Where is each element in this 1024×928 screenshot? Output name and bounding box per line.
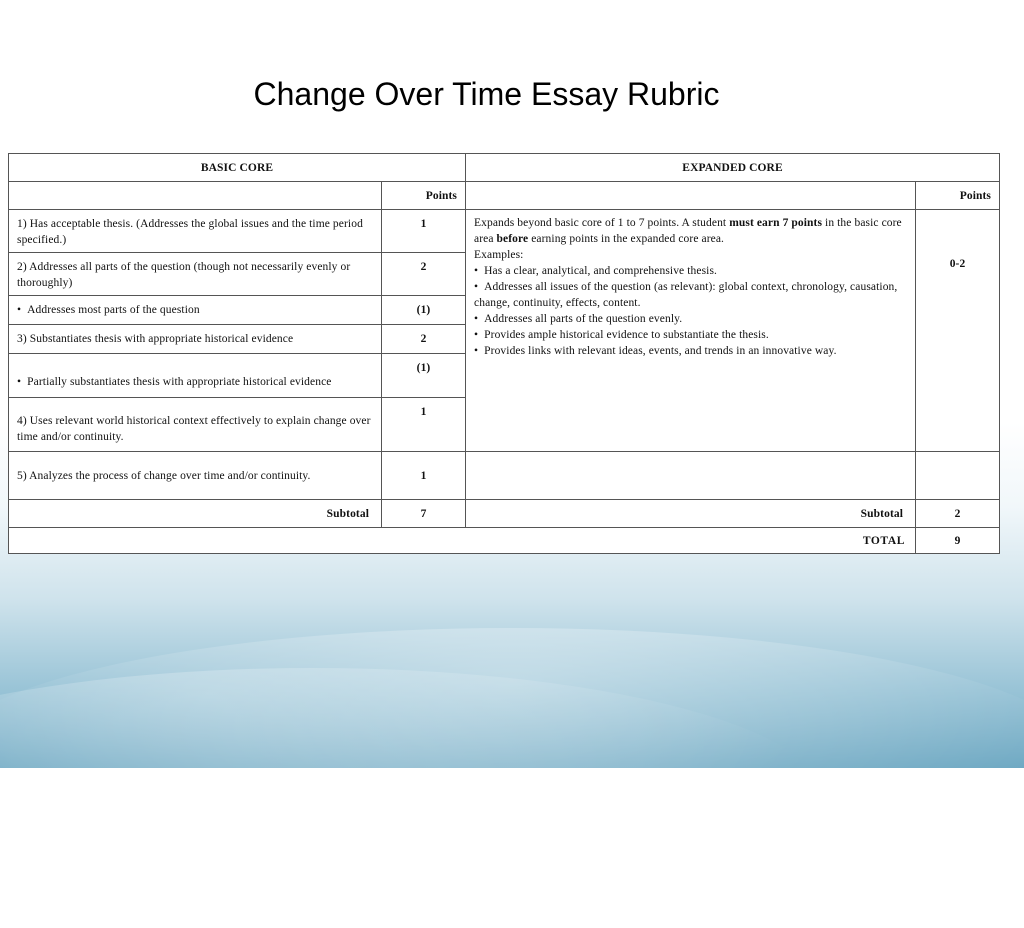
criterion-cell: 2) Addresses all parts of the question (though not necessarily evenly or thoroughly) (9, 253, 382, 296)
blank-header-cell (466, 182, 916, 210)
table-row (9, 210, 1000, 253)
example-item: • Addresses all issues of the question (as relevant): global context, chronology, causation, change, continuity, effects, content. (474, 279, 907, 311)
header-row (9, 154, 1000, 182)
slide-title: Change Over Time Essay Rubric (253, 76, 720, 112)
expanded-points-header: Points (916, 182, 1000, 210)
criterion-cell: • Addresses most parts of the question (9, 296, 382, 325)
rubric-table (8, 153, 1000, 554)
criterion-cell: 4) Uses relevant world historical context effectively to explain change over time and/or continuity. (9, 398, 382, 452)
basic-subtotal-label: Subtotal (9, 500, 382, 528)
basic-core-header: BASIC CORE (9, 154, 466, 182)
examples-label: Examples: (474, 249, 524, 261)
points-cell: 1 (382, 398, 466, 452)
expanded-subtotal-label: Subtotal (466, 500, 916, 528)
expanded-core-description (466, 210, 916, 452)
criterion-cell: 3) Substantiates thesis with appropriate historical evidence (9, 325, 382, 354)
expanded-intro: Expands beyond basic core of 1 to 7 points. A student must earn 7 points in the basic core area before earning points in the expanded core area. (474, 217, 902, 245)
points-cell: 2 (382, 253, 466, 296)
criterion-cell: 1) Has acceptable thesis. (Addresses the global issues and the time period specified.) (9, 210, 382, 253)
example-item: • Has a clear, analytical, and comprehensive thesis. (474, 263, 907, 279)
empty-cell (916, 452, 1000, 500)
example-item: • Addresses all parts of the question evenly. (474, 311, 907, 327)
criterion-cell: • Partially substantiates thesis with appropriate historical evidence (9, 354, 382, 398)
points-cell: 1 (382, 210, 466, 253)
total-label: TOTAL (9, 528, 916, 554)
empty-cell (466, 452, 916, 500)
points-cell: 2 (382, 325, 466, 354)
total-row (9, 528, 1000, 554)
expanded-core-header: EXPANDED CORE (466, 154, 1000, 182)
basic-points-header: Points (382, 182, 466, 210)
criterion-cell: 5) Analyzes the process of change over time and/or continuity. (9, 452, 382, 500)
total-value: 9 (916, 528, 1000, 554)
subtotal-row (9, 500, 1000, 528)
example-item: • Provides ample historical evidence to substantiate the thesis. (474, 327, 907, 343)
points-header-row (9, 182, 1000, 210)
table-row (9, 452, 1000, 500)
points-cell: (1) (382, 354, 466, 398)
expanded-points-cell: 0-2 (916, 210, 1000, 452)
example-item: • Provides links with relevant ideas, events, and trends in an innovative way. (474, 343, 907, 359)
expanded-subtotal-value: 2 (916, 500, 1000, 528)
blank-header-cell (9, 182, 382, 210)
points-cell: (1) (382, 296, 466, 325)
points-cell: 1 (382, 452, 466, 500)
basic-subtotal-value: 7 (382, 500, 466, 528)
